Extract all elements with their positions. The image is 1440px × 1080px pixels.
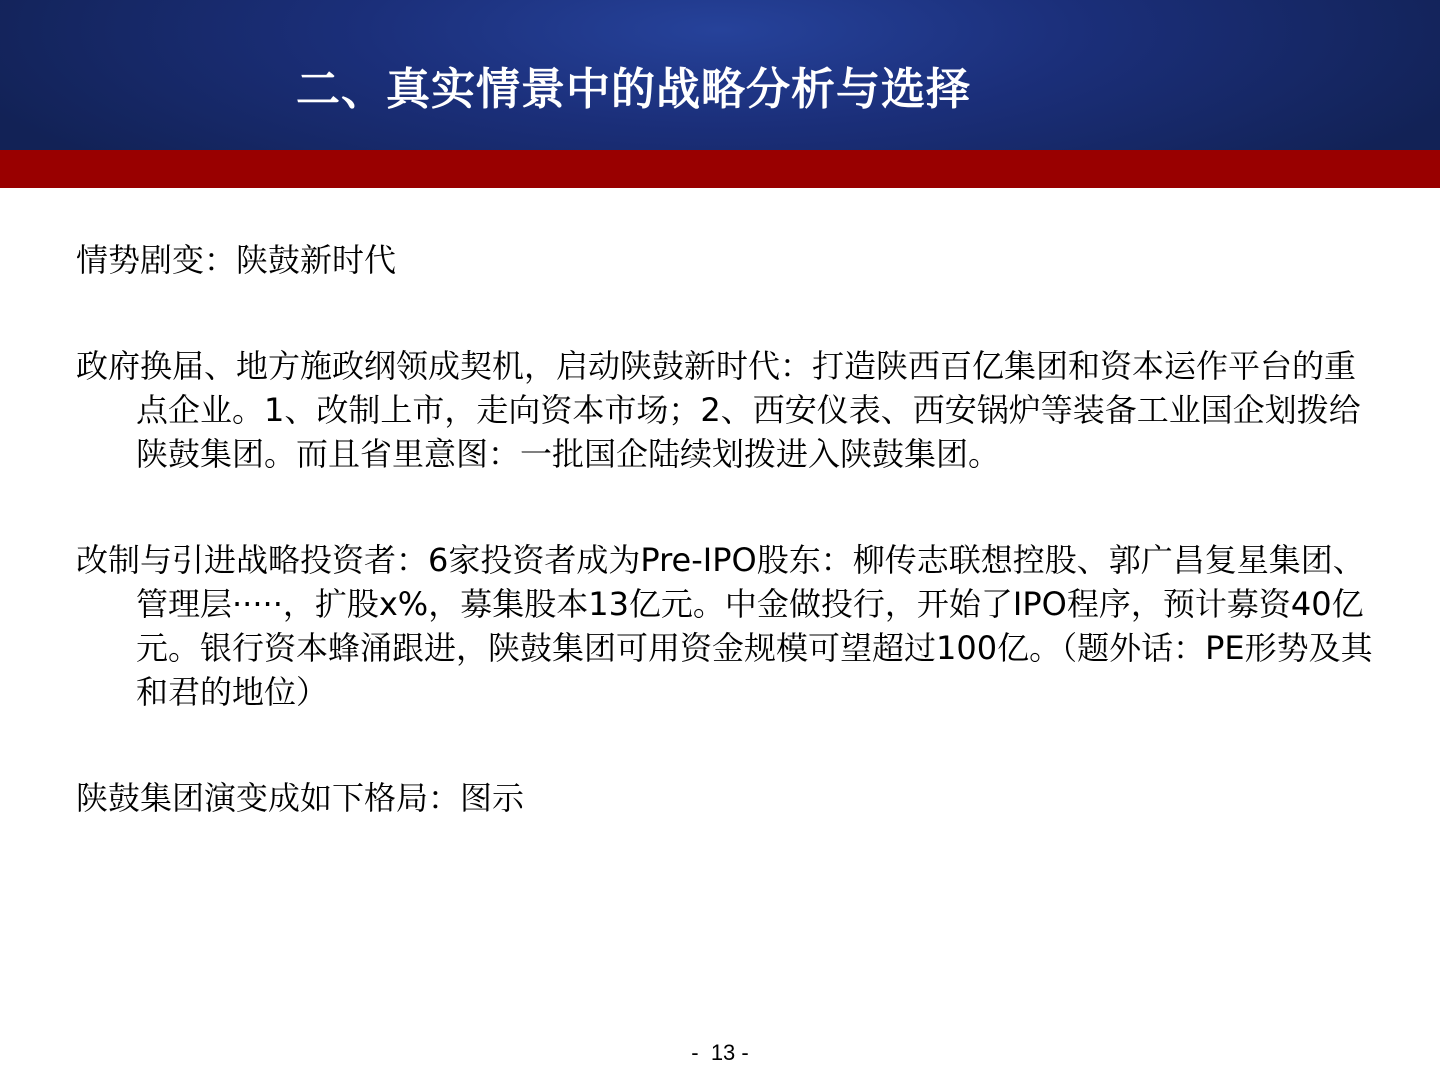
paragraph-spacer — [76, 714, 1376, 776]
paragraph-spacer — [76, 282, 1376, 344]
slide-body — [76, 238, 1376, 820]
page-number: - 13 - — [691, 1040, 749, 1065]
accent-bar — [0, 150, 1440, 188]
slide-title: 二、真实情景中的战略分析与选择 — [296, 64, 971, 115]
paragraph-spacer — [76, 476, 1376, 538]
paragraph-structure: 陕鼓集团演变成如下格局：图示 — [76, 779, 525, 817]
paragraph-investors: 改制与引进战略投资者：6家投资者成为Pre-IPO股东：柳传志联想控股、郭广昌复星集团、管理层·····，扩股x%，募集股本13亿元。中金做投行，开始了IPO程序，预计募资40亿元。银行资本蜂涌跟进，陕鼓集团可用资金规模可望超过100亿。（题外话：PE形势及其和君的地位） — [76, 541, 1373, 711]
paragraph-situation: 情势剧变：陕鼓新时代 — [76, 241, 397, 279]
paragraph-government: 政府换届、地方施政纲领成契机，启动陕鼓新时代：打造陕西百亿集团和资本运作平台的重点企业。1、改制上市，走向资本市场；2、西安仪表、西安锅炉等装备工业国企划拨给陕鼓集团。而且省里意图：一批国企陆续划拨进入陕鼓集团。 — [76, 347, 1361, 473]
header-band — [0, 0, 1440, 150]
